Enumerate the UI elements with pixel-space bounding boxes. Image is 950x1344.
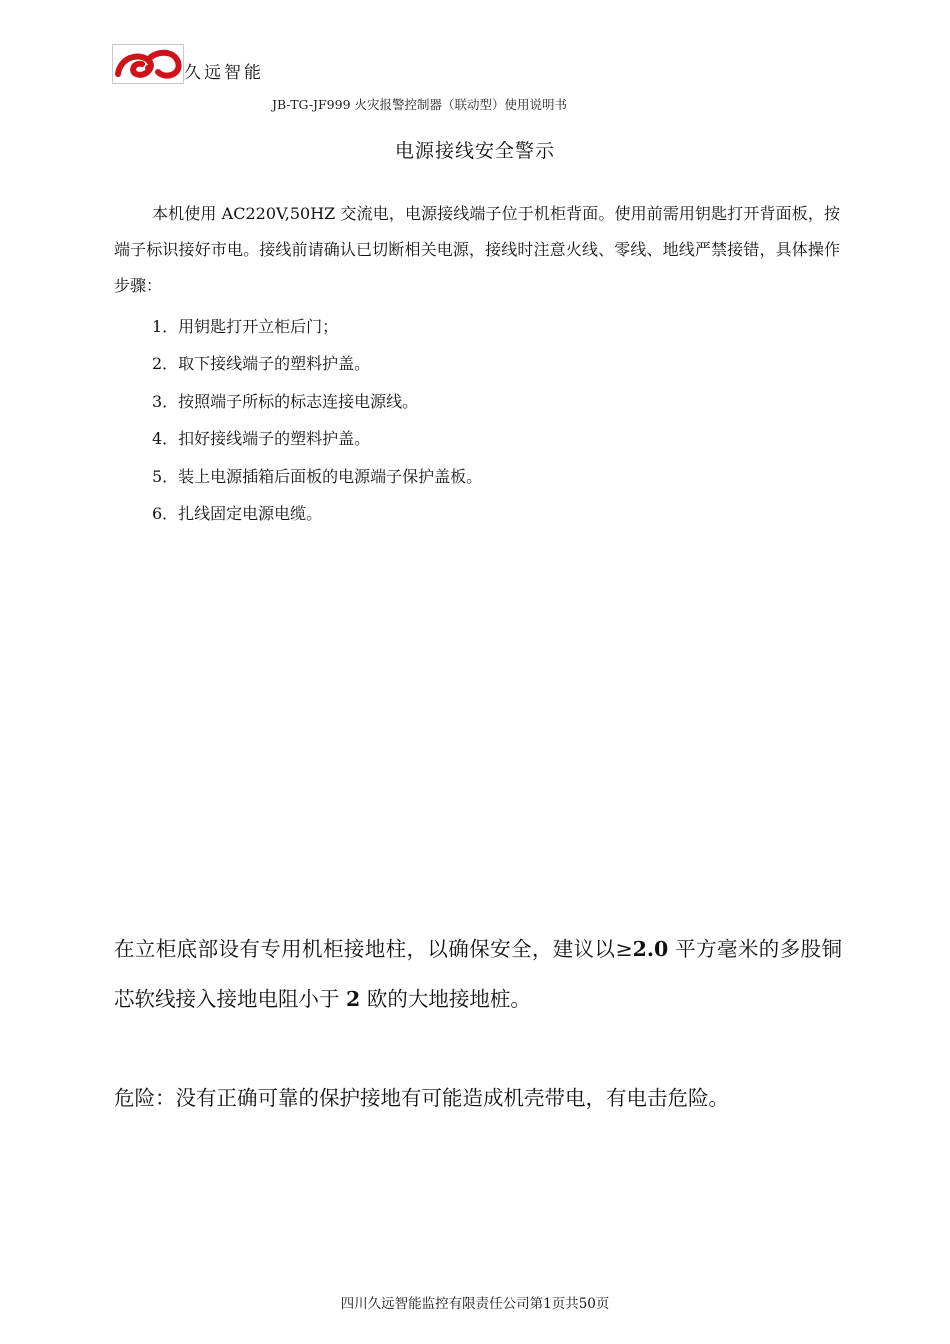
step-item: 1．用钥匙打开立柜后门； — [152, 317, 339, 336]
danger-notice: 危险：没有正确可靠的保护接地有可能造成机壳带电，有电击危险。 — [114, 1086, 729, 1110]
step-item: 6．扎线固定电源电缆。 — [152, 503, 323, 523]
step-item: 2．取下接线端子的塑料护盖。 — [152, 354, 371, 374]
grounding-notice-text-3: 欧的大地接地桩。 — [360, 987, 531, 1011]
page-title: 电源接线安全警示 — [394, 140, 555, 162]
grounding-notice-text-1: 在立柜底部设有专用机柜接地柱，以确保安全，建议以≥ — [114, 937, 633, 961]
company-logo-icon — [112, 44, 184, 84]
grounding-notice-text-2: 平方毫米的多股铜芯软线接入接地电阻小于 — [114, 937, 842, 1011]
intro-paragraph: 本机使用 AC220V,50HZ 交流电，电源接线端子位于机柜背面。使用前需用钥匙打开背面板，按端子标识接好市电。接线前请确认已切断相关电源，接线时注意火线、零线、地线严禁接错，具体操作步骤： — [114, 204, 840, 295]
brand-name: 久远智能 — [184, 63, 264, 83]
resistance-value: 2 — [346, 987, 361, 1011]
document-header-title: JB-TG-JF999 火灾报警控制器（联动型）使用说明书 — [272, 97, 568, 112]
grounding-notice — [114, 924, 842, 1024]
step-item: 5．装上电源插箱后面板的电源端子保护盖板。 — [152, 466, 483, 486]
steps-list — [152, 308, 482, 532]
page-footer: 四川久远智能监控有限责任公司第1页共50页 — [340, 1296, 610, 1312]
wire-size-value: 2.0 — [632, 937, 669, 961]
step-item: 3．按照端子所标的标志连接电源线。 — [152, 391, 419, 411]
step-item: 4．扣好接线端子的塑料护盖。 — [152, 429, 371, 449]
